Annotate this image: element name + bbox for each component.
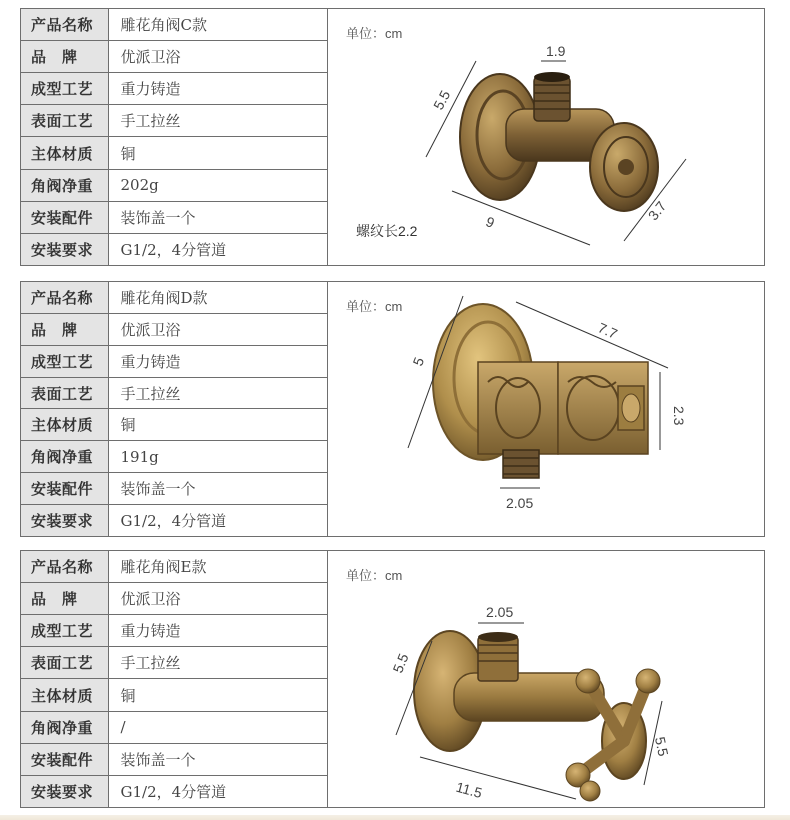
table-row — [21, 551, 328, 582]
table-row — [21, 282, 328, 313]
row-value: 手工拉丝 — [108, 377, 328, 409]
row-label: 成型工艺 — [21, 345, 108, 377]
cross-handle — [566, 669, 660, 801]
table-row — [21, 169, 328, 201]
product-card-d — [20, 281, 765, 537]
row-label: 表面工艺 — [21, 105, 108, 137]
row-label: 角阀净重 — [21, 169, 108, 201]
row-value: G1/2，4分管道 — [108, 505, 328, 536]
product-image-d — [328, 282, 764, 536]
row-value: 191g — [108, 441, 328, 473]
table-row — [21, 313, 328, 345]
row-value: 优派卫浴 — [108, 313, 328, 345]
row-value: 雕花角阀D款 — [108, 282, 328, 313]
row-value: 重力铸造 — [108, 615, 328, 647]
row-value: 装饰盖一个 — [108, 743, 328, 775]
row-label: 安装配件 — [21, 473, 108, 505]
unit-label: 单位：cm — [346, 568, 403, 583]
thread-length-note: 螺纹长2.2 — [356, 223, 418, 239]
row-label: 主体材质 — [21, 409, 108, 441]
row-label: 表面工艺 — [21, 647, 108, 679]
dimension-label: 1.9 — [546, 43, 566, 59]
product-card-c — [20, 8, 765, 266]
dimension-label: 9 — [483, 213, 497, 231]
table-row — [21, 615, 328, 647]
row-value: 重力铸造 — [108, 73, 328, 105]
dimension-label: 5.5 — [430, 87, 454, 113]
unit-label: 单位：cm — [346, 26, 403, 41]
row-label: 产品名称 — [21, 551, 108, 582]
table-row — [21, 743, 328, 775]
table-row — [21, 582, 328, 614]
dimension-label: 11.5 — [454, 778, 484, 801]
thread-outlet — [534, 77, 570, 121]
row-value: G1/2，4分管道 — [108, 233, 328, 265]
bottom-divider — [0, 815, 790, 820]
product-image-e — [328, 551, 764, 807]
row-label: 产品名称 — [21, 282, 108, 313]
table-row — [21, 409, 328, 441]
row-value: 装饰盖一个 — [108, 201, 328, 233]
row-label: 成型工艺 — [21, 73, 108, 105]
product-card-e — [20, 550, 765, 808]
row-value: G1/2，4分管道 — [108, 775, 328, 807]
table-row — [21, 711, 328, 743]
row-value: 手工拉丝 — [108, 105, 328, 137]
table-row — [21, 377, 328, 409]
row-label: 主体材质 — [21, 137, 108, 169]
row-value: 铜 — [108, 679, 328, 711]
table-row — [21, 647, 328, 679]
row-value: 雕花角阀C款 — [108, 9, 328, 40]
row-label: 表面工艺 — [21, 377, 108, 409]
table-row — [21, 345, 328, 377]
row-label: 安装要求 — [21, 233, 108, 265]
valve-body — [478, 362, 558, 454]
row-value: 优派卫浴 — [108, 40, 328, 72]
product-image-c — [328, 9, 764, 265]
table-row — [21, 775, 328, 807]
table-row — [21, 137, 328, 169]
dimension-label: 2.05 — [486, 604, 514, 620]
table-row — [21, 105, 328, 137]
table-row — [21, 201, 328, 233]
spec-table — [21, 551, 328, 807]
valve-d-illustration — [328, 282, 764, 536]
row-label: 成型工艺 — [21, 615, 108, 647]
row-label: 产品名称 — [21, 9, 108, 40]
row-label: 主体材质 — [21, 679, 108, 711]
dimension-label: 3.7 — [644, 198, 670, 224]
row-value: / — [108, 711, 328, 743]
table-row — [21, 9, 328, 40]
row-value: 铜 — [108, 137, 328, 169]
row-label: 品 牌 — [21, 313, 108, 345]
row-value: 铜 — [108, 409, 328, 441]
valve-e-illustration — [328, 551, 764, 807]
row-label: 角阀净重 — [21, 711, 108, 743]
row-value: 雕花角阀E款 — [108, 551, 328, 582]
row-label: 安装配件 — [21, 201, 108, 233]
spec-table — [21, 282, 328, 536]
row-label: 安装要求 — [21, 505, 108, 536]
thread-outlet — [478, 637, 518, 681]
table-row — [21, 679, 328, 711]
row-label: 品 牌 — [21, 40, 108, 72]
dimension-label: 7.7 — [595, 319, 620, 342]
table-row — [21, 40, 328, 72]
row-value: 手工拉丝 — [108, 647, 328, 679]
dimension-label: 2.05 — [506, 495, 534, 511]
dimension-label: 5 — [409, 354, 428, 369]
table-row — [21, 233, 328, 265]
dimension-label: 5.5 — [389, 651, 412, 676]
row-label: 品 牌 — [21, 582, 108, 614]
row-value: 202g — [108, 169, 328, 201]
unit-label: 单位：cm — [346, 299, 403, 314]
row-value: 重力铸造 — [108, 345, 328, 377]
table-row — [21, 473, 328, 505]
row-label: 安装配件 — [21, 743, 108, 775]
table-row — [21, 505, 328, 536]
row-label: 角阀净重 — [21, 441, 108, 473]
table-row — [21, 73, 328, 105]
row-value: 装饰盖一个 — [108, 473, 328, 505]
row-label: 安装要求 — [21, 775, 108, 807]
dimension-label: 2.3 — [671, 406, 687, 426]
dimension-label: 5.5 — [651, 735, 672, 758]
table-row — [21, 441, 328, 473]
row-value: 优派卫浴 — [108, 582, 328, 614]
spec-table — [21, 9, 328, 265]
